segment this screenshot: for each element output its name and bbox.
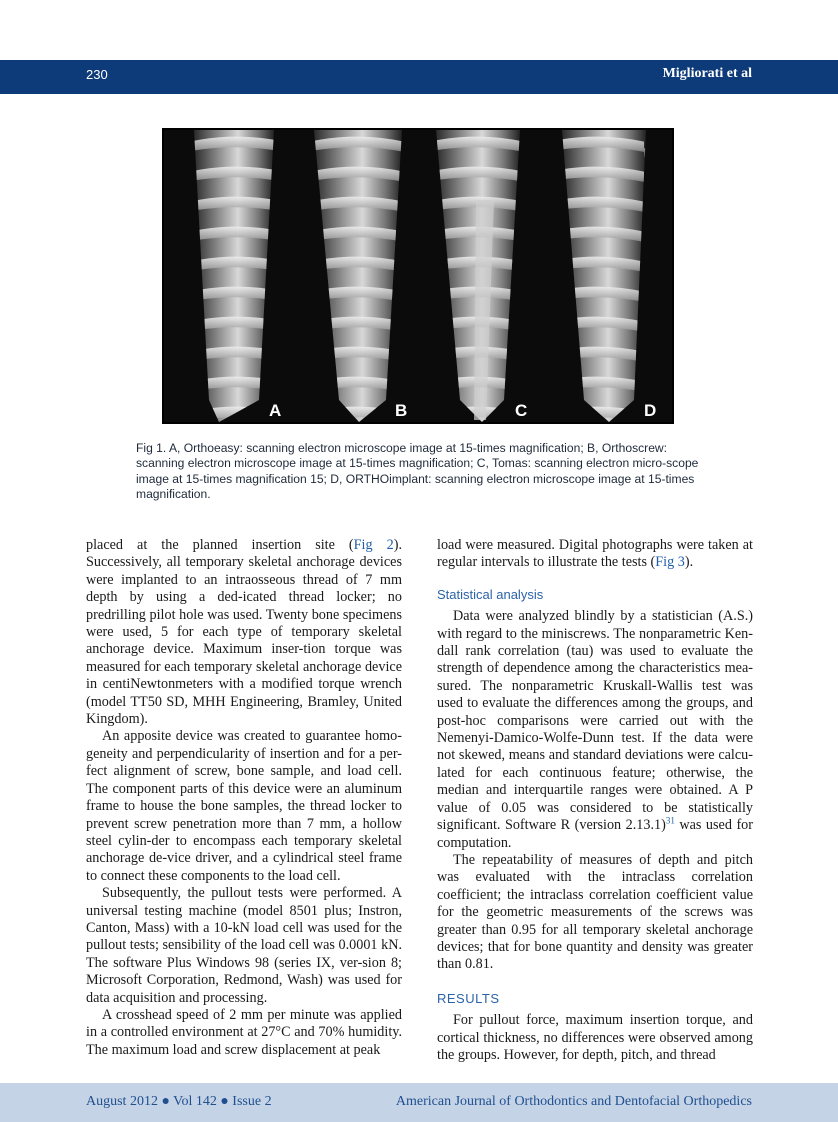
reference-31-link[interactable]: 31 xyxy=(665,815,675,826)
caption-text: A, Orthoeasy: scanning electron microscope image at 15-times magnification; B, Orthoscrew: scanning electron microscope image at 15-times magnification; C, Tomas: scanning electron micro-scope image at 15-times magnification 15; D, ORTHOimplant: scanning electron microscope image at 15-times magnification. xyxy=(136,441,699,502)
panel-label-b: B xyxy=(395,401,408,420)
paragraph: An apposite device was created to guarantee homo-geneity and perpendicularity of insertion and for a per-fect alignment of screw, bone sample, and load cell. The component parts of this device were an aluminum frame to house the bone samples, the thread locker to prevent screw penetration more than 7 mm, a hollow steel cylin-der to encompass each temporary skeletal anchorage de-vice driver, and a cylindrical steel frame to connect these components to the load cell. xyxy=(86,728,402,884)
fig-3-link[interactable]: Fig 3 xyxy=(655,554,685,571)
journal-name: American Journal of Orthodontics and Dentofacial Orthopedics xyxy=(395,1094,752,1109)
paragraph: A crosshead speed of 2 mm per minute was applied in a controlled environment at 27°C and 70% humidity. The maximum load and screw displacement at peak xyxy=(86,1006,402,1058)
page-number: 230 xyxy=(86,67,108,82)
text: load were measured. Digital photographs were taken at regular intervals to illustrate the tests ( xyxy=(437,537,753,571)
running-head: Migliorati et al xyxy=(662,66,752,81)
caption-label: Fig 1. xyxy=(136,441,167,455)
text: placed at the planned insertion site ( xyxy=(86,537,354,553)
figure-caption xyxy=(136,441,708,503)
paragraph: Subsequently, the pullout tests were performed. A universal testing machine (model 8501 plus; Instron, Canton, Mass) with a 10-kN load cell was used for the pullout tests; sensibility of the load cell was 0.0001 kN. The software Plus Windows 98 (series IX, ver-sion 8; Microsoft Corporation, Redmond, Wash) was used for data acquisition and processing. xyxy=(86,885,402,1006)
paragraph: The repeatability of measures of depth and pitch was evaluated with the intraclass correlation coefficient; the intraclass correlation coefficient value for the geometric measurements of the screws was greater than 0.95 for all temporary skeletal anchorage devices; that for bone quantity and density was greater than 0.81. xyxy=(437,851,753,973)
paragraph: For pullout force, maximum insertion torque, and cortical thickness, no differences were observed among the groups. However, for depth, pitch, and thread xyxy=(437,1012,753,1063)
right-column xyxy=(437,537,753,1064)
text: Data were analyzed blindly by a statistician (A.S.) with regard to the miniscrews. The nonparametric Ken-dall rank correlation (tau) was used to evaluate the strength of dependence among the characteristics mea-sured. The nonparametric Kruskall-Wallis test was used to evaluate the differences among the groups, and post-hoc comparisons were carried out with the Nemenyi-Damico-Wolfe-Dunn test. If the data were not skewed, means and standard deviations were calcu-lated for each continuous feature; otherwise, the median and interquartile ranges were obtained. A P value of 0.05 was considered to be statistically significant. Software R (version 2.13.1) xyxy=(437,608,753,834)
text: was used for computation. xyxy=(437,817,753,851)
page-header xyxy=(0,60,838,94)
section-heading-statistical-analysis: Statistical analysis xyxy=(437,586,544,602)
section-heading-results: RESULTS xyxy=(437,990,500,1006)
paragraph xyxy=(86,537,402,728)
left-column xyxy=(86,537,402,1059)
panel-label-a: A xyxy=(269,401,282,420)
figure-1 xyxy=(162,128,674,424)
panel-label-c: C xyxy=(515,401,528,420)
page-footer xyxy=(0,1083,838,1122)
text: ). Successively, all temporary skeletal anchorage devices were implanted to an intraosseous thread of 7 mm depth by using a ded-icated thread locker; no predrilling pilot hole was used. Twenty bone specimens were used, 5 for each type of temporary skeletal anchorage device. Maximum inser-tion torque was measured for each temporary skeletal anchorage device in centiNewtonmeters with a modified torque wrench (model TT50 SD, MHH Engineering, Bramley, United Kingdom). xyxy=(86,537,402,728)
paragraph xyxy=(437,537,753,572)
text: ). xyxy=(684,554,694,571)
panel-label-d: D xyxy=(644,401,657,420)
paragraph xyxy=(437,608,753,852)
issue-info: August 2012 ● Vol 142 ● Issue 2 xyxy=(86,1094,272,1109)
fig-2-link[interactable]: Fig 2 xyxy=(353,537,394,553)
